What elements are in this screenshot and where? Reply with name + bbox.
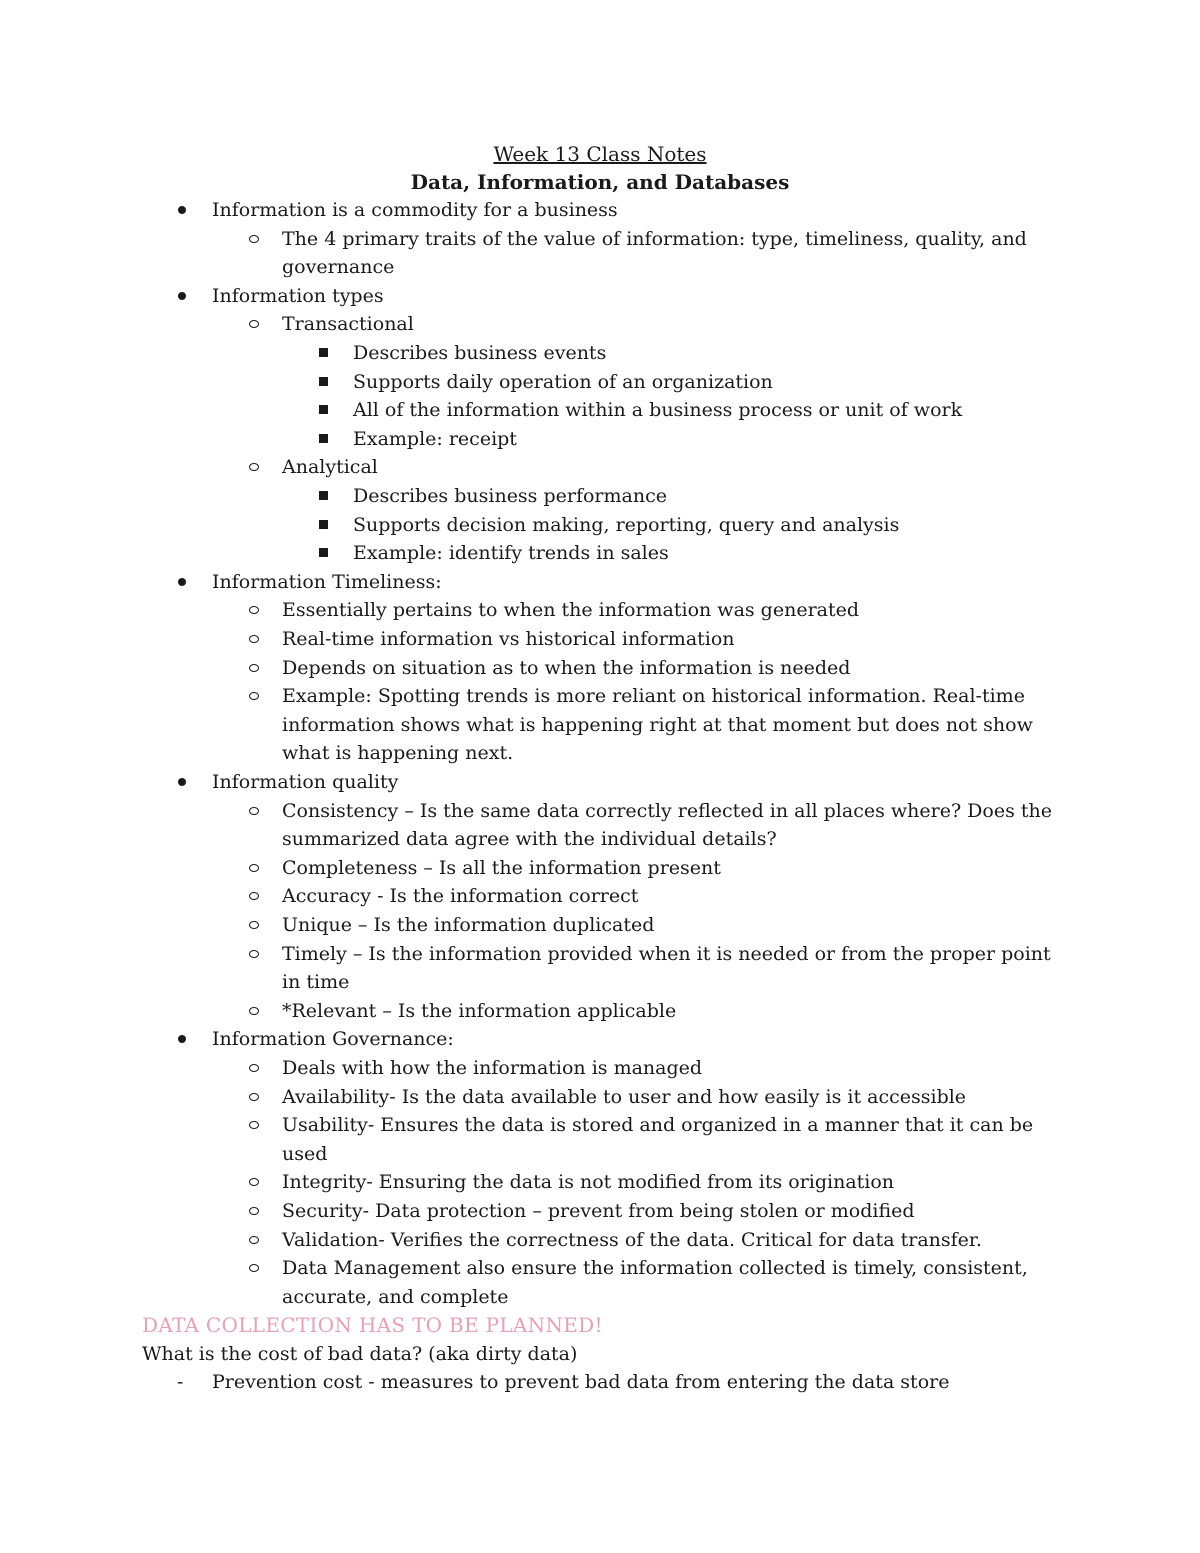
list-item-continuation: accurate, and complete: [282, 1285, 509, 1308]
list-item-continuation: governance: [282, 256, 395, 279]
bullet-dot-icon: [178, 778, 186, 786]
list-item-level-2: Validation- Verifies the correctness of the data. Critical for data transfer.: [282, 1228, 982, 1251]
list-item-continuation: summarized data agree with the individual details?: [282, 828, 777, 851]
list-item-level-2: Depends on situation as to when the information is needed: [282, 656, 851, 679]
bullet-square-icon: [319, 405, 328, 414]
list-item-level-2: Analytical: [282, 456, 378, 479]
list-item-level-2: *Relevant – Is the information applicable: [282, 999, 677, 1022]
bullet-circle-icon: [249, 864, 259, 872]
list-item-level-2: Security- Data protection – prevent from being stolen or modified: [282, 1200, 915, 1222]
bullet-circle-icon: [249, 921, 259, 929]
dash-list-item: Prevention cost - measures to prevent bad data from entering the data store: [212, 1371, 950, 1393]
bullet-circle-icon: [249, 463, 259, 471]
list-item-level-3: Supports decision making, reporting, query and analysis: [353, 513, 900, 536]
bullet-square-icon: [319, 548, 328, 557]
list-item-level-2: Essentially pertains to when the information was generated: [282, 599, 860, 622]
bullet-circle-icon: [249, 606, 259, 614]
list-item-level-3: Supports daily operation of an organization: [353, 370, 773, 393]
list-item-continuation: what is happening next.: [282, 742, 514, 765]
bullet-circle-icon: [249, 1178, 259, 1186]
bullet-circle-icon: [249, 1121, 259, 1129]
list-item-level-3: Describes business performance: [353, 485, 667, 507]
bullet-circle-icon: [249, 1207, 259, 1215]
list-item-level-2: Accuracy - Is the information correct: [282, 885, 639, 908]
bullet-square-icon: [319, 377, 328, 386]
bullet-circle-icon: [249, 1264, 259, 1272]
bullet-circle-icon: [249, 692, 259, 700]
bullet-circle-icon: [249, 1007, 259, 1015]
list-item-level-2: Consistency – Is the same data correctly reflected in all places where? Does the: [282, 799, 1053, 822]
bullet-square-icon: [319, 491, 328, 500]
bullet-square-icon: [319, 520, 328, 529]
bullet-circle-icon: [249, 892, 259, 900]
list-item-level-2: Transactional: [282, 313, 414, 336]
bullet-circle-icon: [249, 320, 259, 328]
list-item-level-3: Example: receipt: [353, 427, 517, 450]
list-item-level-2: Data Management also ensure the information collected is timely, consistent,: [282, 1257, 1028, 1280]
dash-bullet-icon: -: [177, 1371, 184, 1393]
list-item-level-2: The 4 primary traits of the value of information: type, timeliness, quality, and: [282, 227, 1027, 250]
bullet-dot-icon: [178, 1035, 186, 1043]
bullet-circle-icon: [249, 664, 259, 672]
bullet-circle-icon: [249, 807, 259, 815]
bullet-dot-icon: [178, 578, 186, 586]
list-item-level-2: Deals with how the information is managed: [282, 1057, 703, 1079]
list-item-level-2: Completeness – Is all the information present: [282, 856, 721, 879]
list-item-level-3: All of the information within a business process or unit of work: [353, 399, 963, 422]
document-subtitle: Data, Information, and Databases: [410, 170, 790, 194]
list-item-level-1: Information types: [212, 284, 384, 307]
list-item-level-2: Availability- Is the data available to user and how easily is it accessible: [282, 1085, 967, 1108]
list-item-level-2: Real-time information vs historical information: [282, 628, 735, 650]
bullet-dot-icon: [178, 292, 186, 300]
list-item-level-1: Information quality: [212, 771, 399, 793]
list-item-level-2: Unique – Is the information duplicated: [282, 914, 655, 936]
list-item-level-1: Information Governance:: [212, 1028, 454, 1051]
list-item-level-1: Information Timeliness:: [212, 570, 442, 593]
bullet-circle-icon: [249, 635, 259, 643]
list-item-level-2: Integrity- Ensuring the data is not modified from its origination: [282, 1171, 895, 1194]
list-item-level-2: Timely – Is the information provided when it is needed or from the proper point: [282, 942, 1051, 965]
list-item-continuation: in time: [282, 971, 350, 994]
bullet-circle-icon: [249, 1064, 259, 1072]
document-title: Week 13 Class Notes: [493, 142, 707, 166]
list-item-continuation: information shows what is happening right at that moment but does not show: [282, 713, 1033, 736]
list-item-continuation: used: [282, 1142, 328, 1165]
list-item-level-3: Example: identify trends in sales: [353, 542, 669, 565]
bullet-square-icon: [319, 348, 328, 357]
question-line: What is the cost of bad data? (aka dirty data): [142, 1343, 578, 1365]
list-item-level-3: Describes business events: [353, 342, 607, 364]
list-item-level-2: Usability- Ensures the data is stored and organized in a manner that it can be: [282, 1114, 1034, 1137]
bullet-circle-icon: [249, 950, 259, 958]
bullet-dot-icon: [178, 206, 186, 214]
bullet-circle-icon: [249, 1236, 259, 1244]
bullet-circle-icon: [249, 235, 259, 243]
bullet-square-icon: [319, 434, 328, 443]
list-item-level-2: Example: Spotting trends is more reliant on historical information. Real-time: [282, 685, 1025, 708]
list-item-level-1: Information is a commodity for a business: [212, 199, 618, 221]
emphasis-heading: DATA COLLECTION HAS TO BE PLANNED!: [142, 1313, 603, 1337]
bullet-circle-icon: [249, 1093, 259, 1101]
